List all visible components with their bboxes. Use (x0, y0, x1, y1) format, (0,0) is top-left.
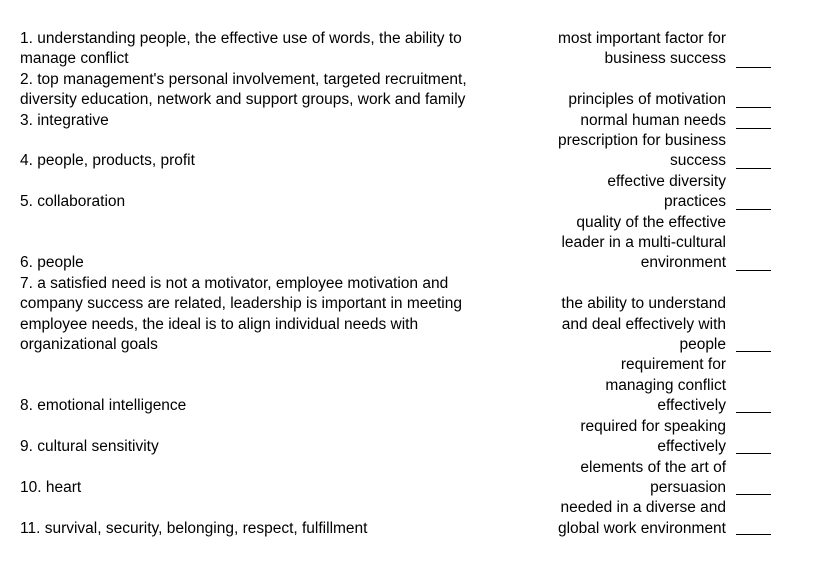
answer-line: employee needs, the ideal is to align individual needs with (20, 315, 419, 333)
answer-blank[interactable] (736, 67, 771, 68)
answer-item (20, 478, 495, 498)
answer-item (20, 111, 495, 131)
prompt-line: and deal effectively with (561, 315, 726, 333)
answer-item (20, 253, 495, 273)
answer-item (20, 396, 495, 416)
answer-item (20, 151, 495, 171)
answer-line: 7. a satisfied need is not a motivator, employee motivation and (20, 274, 449, 292)
prompt-line: global work environment (557, 519, 726, 537)
answer-blank[interactable] (736, 107, 771, 108)
prompt-line: people (679, 336, 726, 354)
answer-item (20, 519, 495, 539)
answer-line: 5. collaboration (20, 193, 126, 211)
prompt-item (540, 355, 726, 416)
answer-item (20, 29, 495, 70)
prompt-item (540, 213, 726, 274)
answer-blank[interactable] (736, 209, 771, 210)
prompt-item (540, 294, 726, 355)
prompt-line: normal human needs (580, 111, 726, 129)
answer-line: 6. people (20, 254, 84, 272)
prompt-line: needed in a diverse and (560, 499, 726, 517)
prompt-item (540, 111, 726, 131)
prompt-line: requirement for (620, 356, 726, 374)
prompt-item (540, 417, 726, 458)
answer-line: diversity education, network and support groups, work and family (20, 91, 466, 109)
prompt-line: elements of the art of (580, 458, 726, 476)
prompt-line: effectively (657, 397, 726, 415)
prompt-line: managing conflict (605, 376, 726, 394)
prompt-line: leader in a multi-cultural (561, 234, 726, 252)
prompt-column (540, 29, 726, 539)
prompt-item (540, 131, 726, 172)
answer-item (20, 70, 495, 111)
prompt-item (540, 172, 726, 213)
answer-line: 2. top management's personal involvement, targeted recruitment, (20, 70, 467, 88)
answer-blank[interactable] (736, 494, 771, 495)
prompt-line: quality of the effective (576, 213, 726, 231)
prompt-line: practices (663, 193, 726, 211)
answer-line: 11. survival, security, belonging, respect, fulfillment (20, 519, 368, 537)
answer-blank[interactable] (736, 168, 771, 169)
prompt-line: environment (640, 254, 726, 272)
answer-line: 8. emotional intelligence (20, 397, 187, 415)
answer-blank[interactable] (736, 270, 771, 271)
answer-line: organizational goals (20, 336, 158, 354)
prompt-item (540, 498, 726, 539)
answer-line: 10. heart (20, 478, 82, 496)
answer-blank[interactable] (736, 351, 771, 352)
prompt-line: principles of motivation (568, 91, 726, 109)
answer-line: 1. understanding people, the effective use of words, the ability to (20, 30, 462, 47)
answer-line: company success are related, leadership is important in meeting (20, 295, 462, 313)
prompt-item (540, 90, 726, 110)
prompt-line: required for speaking (580, 417, 726, 435)
prompt-line: success (670, 152, 726, 170)
answer-blank[interactable] (736, 128, 771, 129)
answer-line: 3. integrative (20, 111, 109, 129)
answer-line: 4. people, products, profit (20, 152, 195, 170)
answer-blank[interactable] (736, 453, 771, 454)
answer-item (20, 437, 495, 457)
answer-item (20, 192, 495, 212)
prompt-item (540, 458, 726, 499)
prompt-item (540, 29, 726, 70)
answer-item (20, 274, 495, 356)
answer-column (20, 29, 495, 539)
prompt-line: effective diversity (607, 172, 726, 190)
answer-blank[interactable] (736, 412, 771, 413)
answer-line: manage conflict (20, 50, 129, 68)
prompt-line: persuasion (650, 478, 726, 496)
prompt-line: the ability to understand (561, 295, 726, 313)
prompt-line: prescription for business (558, 132, 726, 150)
prompt-line: business success (604, 50, 726, 68)
prompt-line: most important factor for (558, 30, 726, 47)
answer-blank[interactable] (736, 534, 771, 535)
prompt-line: effectively (657, 438, 726, 456)
answer-line: 9. cultural sensitivity (20, 438, 159, 456)
